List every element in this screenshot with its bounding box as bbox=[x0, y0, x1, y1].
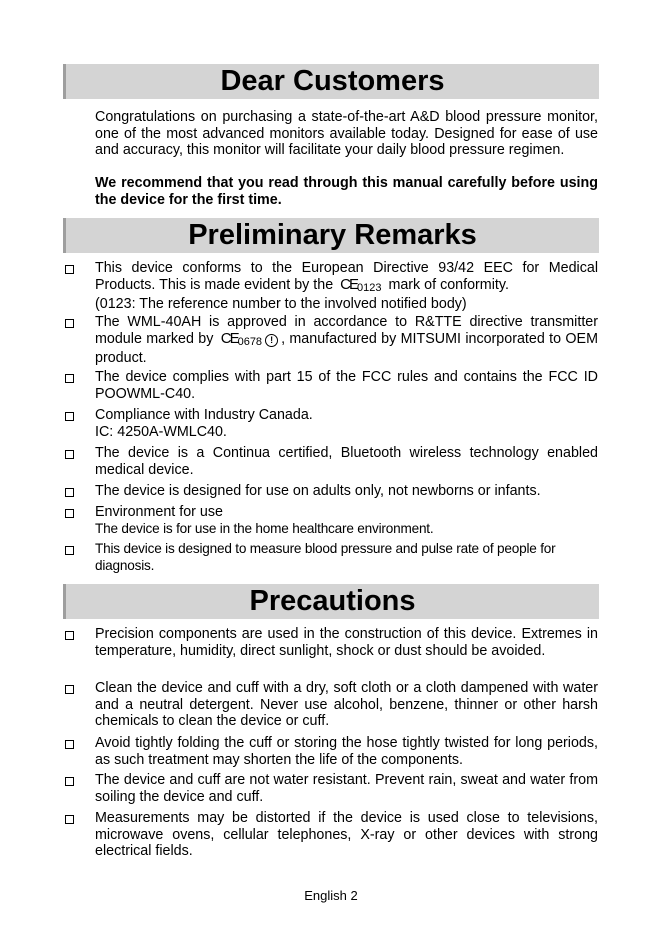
section-heading-preliminary-remarks: Preliminary Remarks bbox=[63, 218, 599, 253]
list-item-text: Environment for use The device is for use in the home healthcare environment. bbox=[95, 504, 434, 536]
checkbox-bullet-icon bbox=[65, 740, 74, 749]
list-item-text: The device is designed for use on adults only, not newborns or infants. bbox=[95, 483, 541, 499]
checkbox-bullet-icon bbox=[65, 509, 74, 518]
checkbox-bullet-icon bbox=[65, 488, 74, 497]
page-footer: English 2 bbox=[304, 888, 358, 903]
list-item-text: The device complies with part 15 of the FCC rules and contains the FCC ID POOWML-C40. bbox=[95, 369, 598, 402]
checkbox-bullet-icon bbox=[65, 412, 74, 421]
checkbox-bullet-icon bbox=[65, 685, 74, 694]
list-item-text: This device conforms to the European Directive 93/42 EEC for Medical Products. This is made evident by the $CE_{0123}$ mark of conformity. (0123: The reference number to the involved notified body) bbox=[95, 260, 598, 312]
section-heading-precautions: Precautions bbox=[63, 584, 599, 619]
ce-mark-icon: $CE_{0123}$ bbox=[340, 275, 382, 294]
list-item-text: Clean the device and cuff with a dry, soft cloth or a cloth dampened with water and a neutral detergent. Never use alcohol, benzene, thinner or other harsh chemicals to clean the device or cuff. bbox=[95, 680, 598, 729]
list-item-text: Compliance with Industry Canada. IC: 4250A-WMLC40. bbox=[95, 407, 313, 440]
list-item-text: Avoid tightly folding the cuff or storing the hose tightly twisted for long periods, as such treatment may shorten the life of the components. bbox=[95, 735, 598, 768]
list-item-text: This device is designed to measure blood pressure and pulse rate of people for diagnosis. bbox=[95, 541, 556, 573]
list-item-text: Precision components are used in the construction of this device. Extremes in temperature, humidity, direct sunlight, shock or dust should be avoided. bbox=[95, 626, 598, 659]
list-item-text: The WML-40AH is approved in accordance to R&TTE directive transmitter module marked by $CE_{0678}$ ! , manufactured by MITSUMI incorporated to OEM product. bbox=[95, 314, 598, 366]
list-item-text: The device and cuff are not water resistant. Prevent rain, sweat and water from soiling the device and cuff. bbox=[95, 772, 598, 805]
ce-mark-alert-icon: $CE_{0678}$ ! bbox=[221, 331, 278, 351]
checkbox-bullet-icon bbox=[65, 319, 74, 328]
recommendation-paragraph: We recommend that you read through this manual carefully before using the device for the first time. bbox=[95, 175, 598, 208]
checkbox-bullet-icon bbox=[65, 265, 74, 274]
checkbox-bullet-icon bbox=[65, 631, 74, 640]
intro-paragraph: Congratulations on purchasing a state-of-the-art A&D blood pressure monitor, one of the most advanced monitors available today. Designed for ease of use and accuracy, this monitor will facilitate your daily blood pressure regimen. bbox=[95, 109, 598, 158]
checkbox-bullet-icon bbox=[65, 546, 74, 555]
list-item-text: Measurements may be distorted if the device is used close to televisions, microwave ovens, cellular telephones, X-ray or other devices with strong electrical fields. bbox=[95, 810, 598, 859]
section-heading-dear-customers: Dear Customers bbox=[63, 64, 599, 99]
checkbox-bullet-icon bbox=[65, 450, 74, 459]
checkbox-bullet-icon bbox=[65, 374, 74, 383]
checkbox-bullet-icon bbox=[65, 815, 74, 824]
list-item-text: The device is a Continua certified, Bluetooth wireless technology enabled medical device. bbox=[95, 445, 598, 478]
checkbox-bullet-icon bbox=[65, 777, 74, 786]
